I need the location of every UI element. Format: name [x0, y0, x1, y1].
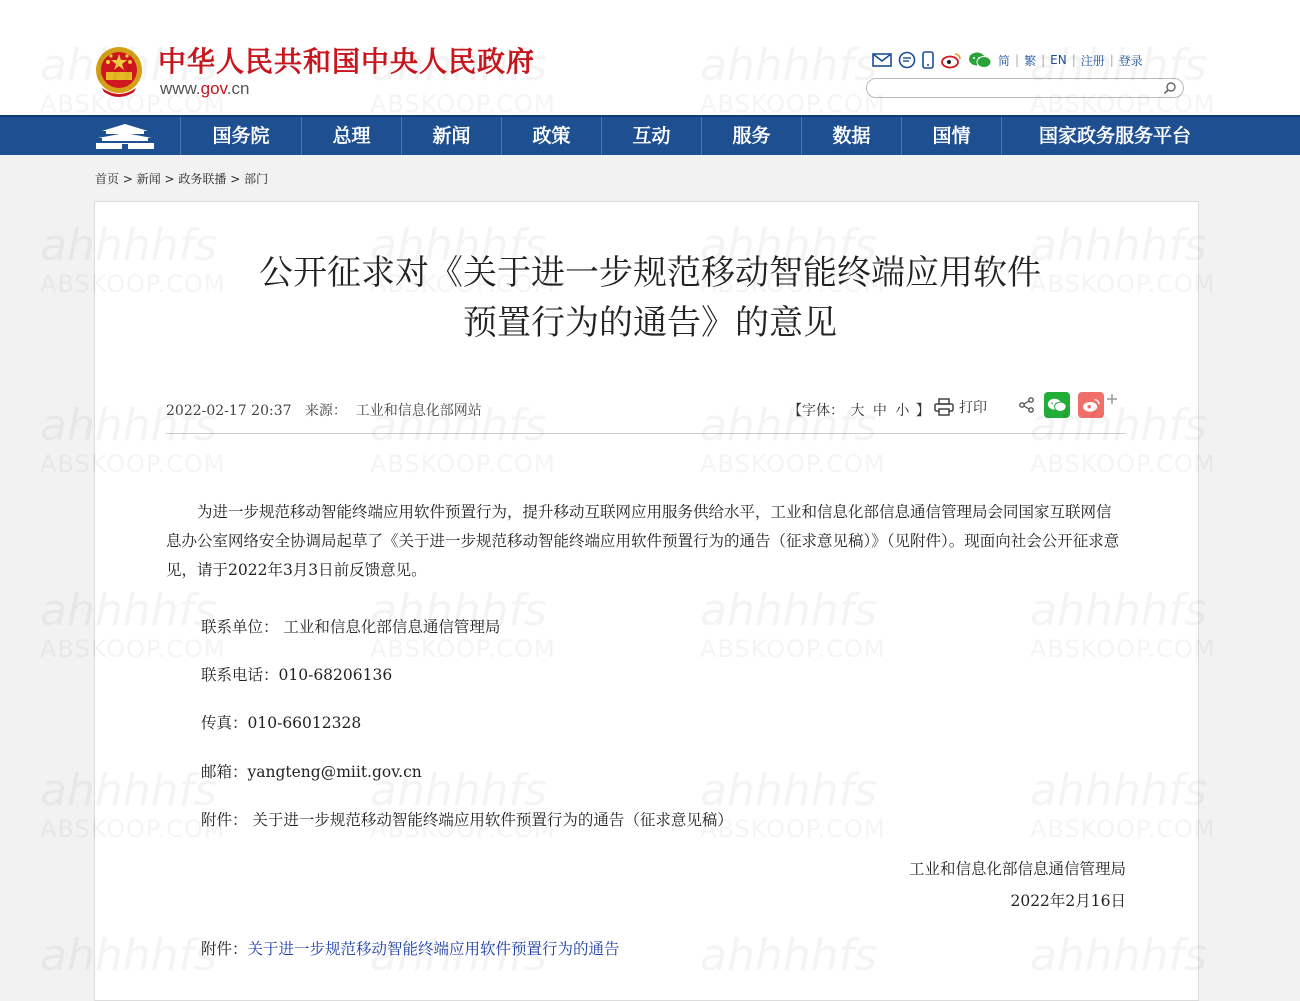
- article-title-line1: 公开征求对《关于进一步规范移动智能终端应用软件: [259, 253, 1041, 293]
- contact-unit: 联系单位： 工业和信息化部信息通信管理局: [201, 618, 501, 636]
- breadcrumb-separator: >: [119, 172, 137, 186]
- nav-item-policy[interactable]: 政策: [502, 117, 602, 155]
- font-size-label: 【字体：: [788, 403, 844, 419]
- search-input[interactable]: [877, 80, 1161, 100]
- breadcrumb-gov-affairs[interactable]: 政务联播: [178, 172, 227, 186]
- nav-item-data[interactable]: 数据: [802, 117, 902, 155]
- nav-item-news[interactable]: 新闻: [402, 117, 502, 155]
- printer-icon: [934, 398, 954, 416]
- source-label: 来源：: [304, 403, 347, 419]
- publish-date: 2022-02-17 20:37: [166, 403, 292, 419]
- separator: |: [1015, 53, 1020, 67]
- login-link[interactable]: 登录: [1118, 53, 1143, 68]
- font-size-medium[interactable]: 中: [872, 403, 887, 419]
- signer: 工业和信息化部信息通信管理局: [908, 860, 1126, 878]
- lang-english[interactable]: EN: [1050, 53, 1067, 67]
- tiananmen-icon: [94, 122, 156, 150]
- print-label: 打印: [959, 400, 987, 416]
- contact-fax: 传真：010-66012328: [201, 714, 362, 732]
- mail-icon[interactable]: [872, 52, 892, 68]
- weibo-icon: [1081, 397, 1101, 413]
- sign-date: 2022年2月16日: [1010, 892, 1126, 910]
- main-nav: [0, 115, 1300, 155]
- article-title-line2: 预置行为的通告》的意见: [463, 303, 837, 343]
- site-url[interactable]: [160, 79, 249, 99]
- message-icon[interactable]: [898, 51, 916, 69]
- nav-item-service[interactable]: 服务: [702, 117, 802, 155]
- attachment-row: [201, 937, 620, 959]
- nav-item-premier[interactable]: 总理: [302, 117, 402, 155]
- share-weibo-button[interactable]: [1078, 392, 1104, 418]
- register-link[interactable]: 注册: [1080, 53, 1105, 68]
- site-title[interactable]: 中华人民共和国中央人民政府: [158, 45, 536, 78]
- search-icon[interactable]: [1163, 81, 1177, 95]
- font-size-close: 】: [915, 403, 930, 419]
- source-name: 工业和信息化部网站: [355, 403, 482, 419]
- url-suffix: .cn: [226, 79, 250, 98]
- separator: |: [1109, 53, 1114, 67]
- url-domain: gov: [200, 79, 227, 98]
- article-paragraph: 为进一步规范移动智能终端应用软件预置行为，提升移动互联网应用服务供给水平，工业和信息化部信息通信管理局会同国家互联网信息办公室网络安全协调局起草了《关于进一步规范移动智能终端应用软件预置行为的通告（征求意见稿）》（见附件）。现面向社会公开征求意见，请于2022年3月3日前反馈意见。: [166, 503, 1120, 579]
- separator: |: [1071, 53, 1076, 67]
- font-size-switcher: [788, 400, 930, 420]
- breadcrumb-news[interactable]: 新闻: [136, 172, 161, 186]
- font-size-large[interactable]: 大: [850, 403, 865, 419]
- national-emblem-icon: [94, 44, 144, 100]
- breadcrumb-separator: >: [226, 172, 245, 186]
- share-bar: [1018, 392, 1118, 418]
- contact-email: 邮箱：yangteng@miit.gov.cn: [201, 763, 422, 781]
- nav-home[interactable]: [80, 117, 181, 155]
- breadcrumb-home[interactable]: 首页: [95, 172, 120, 186]
- nav-item-interaction[interactable]: 互动: [602, 117, 702, 155]
- article-meta: [166, 400, 482, 420]
- lang-traditional[interactable]: 繁: [1024, 53, 1037, 68]
- article-title: [0, 248, 1300, 348]
- attachment-link[interactable]: 关于进一步规范移动智能终端应用软件预置行为的通告: [247, 940, 620, 958]
- breadcrumb-separator: >: [160, 172, 179, 186]
- search-box: [866, 78, 1184, 98]
- url-prefix: www.: [160, 79, 201, 98]
- wechat-icon[interactable]: [968, 51, 992, 69]
- more-share-icon[interactable]: [1106, 393, 1118, 405]
- attachment-label: 附件：: [201, 940, 248, 958]
- mobile-icon[interactable]: [922, 51, 934, 69]
- nav-item-service-platform[interactable]: 国家政务服务平台: [1038, 125, 1191, 147]
- top-links: [872, 48, 1143, 72]
- wechat-icon: [1047, 397, 1067, 413]
- print-button[interactable]: [934, 397, 987, 417]
- font-size-small[interactable]: 小: [895, 403, 910, 419]
- share-wechat-button[interactable]: [1044, 392, 1070, 418]
- site-header: [0, 0, 1300, 115]
- separator: |: [1041, 53, 1046, 67]
- weibo-icon[interactable]: [940, 51, 962, 69]
- contact-phone: 联系电话：010-68206136: [201, 666, 393, 684]
- share-icon[interactable]: [1018, 396, 1036, 414]
- meta-divider: [166, 433, 1126, 434]
- nav-item-national-info[interactable]: 国情: [902, 117, 1002, 155]
- breadcrumb-departments[interactable]: 部门: [244, 172, 269, 186]
- lang-simplified[interactable]: 简: [998, 53, 1011, 68]
- nav-item-state-council[interactable]: 国务院: [181, 117, 302, 155]
- attachment-note: 附件： 关于进一步规范移动智能终端应用软件预置行为的通告（征求意见稿）: [201, 811, 733, 829]
- breadcrumb: [95, 170, 268, 187]
